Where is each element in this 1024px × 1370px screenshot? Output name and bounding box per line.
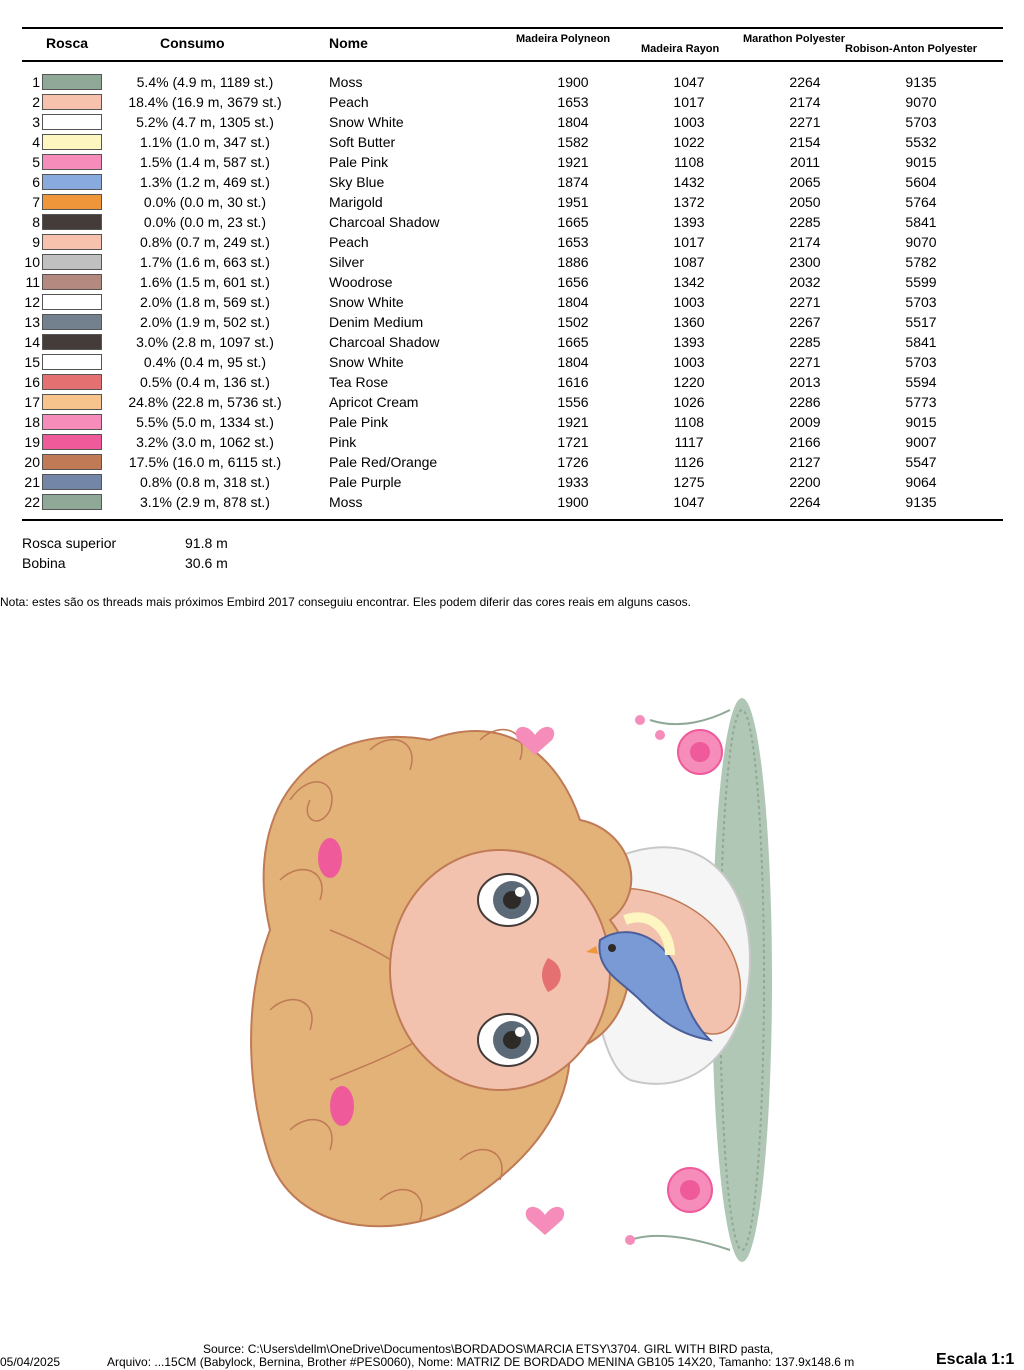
color-swatch <box>42 234 102 250</box>
header-bottom-rule <box>22 60 1003 62</box>
robison-anton-code: 9064 <box>905 474 937 490</box>
consumption: 5.2% (4.7 m, 1305 st.) <box>136 114 274 130</box>
madeira-rayon-code: 1003 <box>673 114 705 130</box>
color-swatch <box>42 394 102 410</box>
table-row <box>0 232 1024 252</box>
thread-number: 6 <box>32 174 40 190</box>
madeira-rayon-code: 1108 <box>673 414 705 430</box>
robison-anton-code: 5703 <box>905 354 937 370</box>
bottom-rose <box>625 1168 730 1250</box>
thread-number: 4 <box>32 134 40 150</box>
consumption: 3.2% (3.0 m, 1062 st.) <box>136 434 274 450</box>
thread-name: Pale Purple <box>329 474 402 490</box>
marathon-polyester-code: 2013 <box>789 374 821 390</box>
madeira-polyneon-code: 1951 <box>557 194 589 210</box>
thread-name: Moss <box>329 494 363 510</box>
madeira-polyneon-code: 1921 <box>557 414 589 430</box>
madeira-rayon-code: 1017 <box>673 234 705 250</box>
madeira-rayon-code: 1275 <box>673 474 705 490</box>
table-row <box>0 352 1024 372</box>
robison-anton-code: 5604 <box>905 174 937 190</box>
madeira-rayon-code: 1047 <box>673 494 705 510</box>
madeira-polyneon-code: 1582 <box>557 134 589 150</box>
table-row <box>0 292 1024 312</box>
madeira-rayon-code: 1393 <box>673 334 705 350</box>
marathon-polyester-code: 2174 <box>789 234 821 250</box>
thread-number: 18 <box>24 414 40 430</box>
table-row <box>0 172 1024 192</box>
table-row <box>0 272 1024 292</box>
header-madeira-rayon: Madeira Rayon <box>641 43 720 55</box>
table-row <box>0 372 1024 392</box>
thread-number: 16 <box>24 374 40 390</box>
madeira-rayon-code: 1393 <box>673 214 705 230</box>
table-row <box>0 152 1024 172</box>
color-swatch <box>42 334 102 350</box>
consumption: 0.0% (0.0 m, 23 st.) <box>143 214 267 230</box>
robison-anton-code: 5773 <box>905 394 937 410</box>
thread-number: 2 <box>32 94 40 110</box>
heart-bottom <box>526 1207 565 1235</box>
madeira-rayon-code: 1342 <box>673 274 705 290</box>
madeira-polyneon-code: 1874 <box>557 174 589 190</box>
table-row <box>0 452 1024 472</box>
consumption: 0.8% (0.7 m, 249 st.) <box>140 234 270 250</box>
thread-name: Charcoal Shadow <box>329 214 440 230</box>
madeira-polyneon-code: 1653 <box>557 234 589 250</box>
consumption: 0.0% (0.0 m, 30 st.) <box>143 194 267 210</box>
color-swatch <box>42 254 102 270</box>
madeira-polyneon-code: 1886 <box>557 254 589 270</box>
madeira-polyneon-code: 1556 <box>557 394 589 410</box>
consumption: 18.4% (16.9 m, 3679 st.) <box>128 94 282 110</box>
color-swatch <box>42 154 102 170</box>
color-swatch <box>42 74 102 90</box>
color-swatch <box>42 134 102 150</box>
header-marathon-polyester: Marathon Polyester <box>743 33 846 45</box>
table-row <box>0 312 1024 332</box>
marathon-polyester-code: 2166 <box>789 434 821 450</box>
print-date: 05/04/2025 <box>0 1355 61 1369</box>
robison-anton-code: 5517 <box>905 314 937 330</box>
thread-number: 12 <box>24 294 40 310</box>
marathon-polyester-code: 2264 <box>789 74 821 90</box>
top-thread-label: Rosca superior <box>22 535 117 551</box>
thread-name: Peach <box>329 234 369 250</box>
marathon-polyester-code: 2271 <box>789 354 821 370</box>
thread-number: 1 <box>32 74 40 90</box>
thread-name: Snow White <box>329 294 404 310</box>
madeira-rayon-code: 1220 <box>673 374 705 390</box>
marathon-polyester-code: 2011 <box>789 154 821 170</box>
color-swatch <box>42 274 102 290</box>
thread-name: Silver <box>329 254 365 270</box>
table-row <box>0 72 1024 92</box>
thread-number: 20 <box>24 454 40 470</box>
madeira-polyneon-code: 1921 <box>557 154 589 170</box>
madeira-polyneon-code: 1804 <box>557 294 589 310</box>
robison-anton-code: 5841 <box>905 334 937 350</box>
thread-name: Denim Medium <box>329 314 424 330</box>
color-swatch <box>42 114 102 130</box>
madeira-polyneon-code: 1665 <box>557 214 589 230</box>
thread-number: 14 <box>24 334 40 350</box>
thread-number: 7 <box>32 194 40 210</box>
thread-number: 3 <box>32 114 40 130</box>
thread-number: 5 <box>32 154 40 170</box>
color-swatch <box>42 294 102 310</box>
consumption: 2.0% (1.8 m, 569 st.) <box>140 294 270 310</box>
left-hair-tie <box>318 838 342 878</box>
thread-name: Woodrose <box>329 274 393 290</box>
thread-name: Apricot Cream <box>329 394 419 410</box>
thread-number: 15 <box>24 354 40 370</box>
marathon-polyester-code: 2271 <box>789 294 821 310</box>
marathon-polyester-code: 2267 <box>789 314 821 330</box>
thread-number: 22 <box>24 494 40 510</box>
disclaimer-note: Nota: estes são os threads mais próximos Embird 2017 conseguiu encontrar. Eles podem diferir das cores reais em alguns casos. <box>0 595 692 609</box>
madeira-rayon-code: 1372 <box>673 194 705 210</box>
thread-name: Snow White <box>329 114 404 130</box>
thread-name: Charcoal Shadow <box>329 334 440 350</box>
color-swatch <box>42 174 102 190</box>
file-info: Arquivo: ...15CM (Babylock, Bernina, Brother #PES0060), Nome: MATRIZ DE BORDADO MENINA GB105 14X20, Tamanho: 137.9x148.6 m <box>107 1355 855 1369</box>
thread-name: Snow White <box>329 354 404 370</box>
header-madeira-polyneon: Madeira Polyneon <box>516 33 611 45</box>
source-path: Source: C:\Users\dellm\OneDrive\Documentos\BORDADOS\MARCIA ETSY\3704. GIRL WITH BIRD pasta, <box>203 1342 774 1356</box>
header-robison-anton-polyester: Robison-Anton Polyester <box>845 43 978 55</box>
madeira-rayon-code: 1003 <box>673 294 705 310</box>
table-row <box>0 212 1024 232</box>
thread-number: 13 <box>24 314 40 330</box>
madeira-rayon-code: 1360 <box>673 314 705 330</box>
color-swatch <box>42 214 102 230</box>
table-top-rule <box>22 27 1003 29</box>
color-swatch <box>42 494 102 510</box>
table-row <box>0 132 1024 152</box>
consumption: 0.4% (0.4 m, 95 st.) <box>143 354 267 370</box>
madeira-rayon-code: 1026 <box>673 394 705 410</box>
robison-anton-code: 5547 <box>905 454 937 470</box>
thread-number: 17 <box>24 394 40 410</box>
table-row <box>0 492 1024 512</box>
madeira-polyneon-code: 1900 <box>557 74 589 90</box>
color-swatch <box>42 194 102 210</box>
thread-number: 10 <box>24 254 40 270</box>
color-swatch <box>42 314 102 330</box>
madeira-polyneon-code: 1653 <box>557 94 589 110</box>
bobbin-label: Bobina <box>22 555 66 571</box>
madeira-rayon-code: 1108 <box>673 154 705 170</box>
consumption: 0.5% (0.4 m, 136 st.) <box>140 374 270 390</box>
color-swatch <box>42 374 102 390</box>
thread-name: Soft Butter <box>329 134 396 150</box>
madeira-rayon-code: 1432 <box>673 174 705 190</box>
table-bottom-rule <box>22 519 1003 521</box>
robison-anton-code: 9070 <box>905 94 937 110</box>
thread-name: Pale Red/Orange <box>329 454 438 470</box>
thread-name: Sky Blue <box>329 174 385 190</box>
thread-number: 19 <box>24 434 40 450</box>
robison-anton-code: 9135 <box>905 494 937 510</box>
consumption: 1.1% (1.0 m, 347 st.) <box>140 134 270 150</box>
marathon-polyester-code: 2200 <box>789 474 821 490</box>
table-row <box>0 392 1024 412</box>
consumption: 5.4% (4.9 m, 1189 st.) <box>136 74 274 90</box>
madeira-polyneon-code: 1804 <box>557 114 589 130</box>
thread-name: Marigold <box>329 194 383 210</box>
thread-name: Pale Pink <box>329 154 389 170</box>
madeira-polyneon-code: 1726 <box>557 454 589 470</box>
consumption: 17.5% (16.0 m, 6115 st.) <box>128 454 282 470</box>
marathon-polyester-code: 2300 <box>789 254 821 270</box>
consumption: 3.0% (2.8 m, 1097 st.) <box>136 334 274 350</box>
table-row <box>0 412 1024 432</box>
right-hair-tie <box>330 1086 354 1126</box>
color-swatch <box>42 434 102 450</box>
consumption: 24.8% (22.8 m, 5736 st.) <box>128 394 282 410</box>
madeira-polyneon-code: 1502 <box>557 314 589 330</box>
color-swatch <box>42 474 102 490</box>
marathon-polyester-code: 2264 <box>789 494 821 510</box>
marathon-polyester-code: 2285 <box>789 214 821 230</box>
robison-anton-code: 5703 <box>905 294 937 310</box>
marathon-polyester-code: 2154 <box>789 134 821 150</box>
table-row <box>0 112 1024 132</box>
left-eye <box>478 874 538 926</box>
robison-anton-code: 5594 <box>905 374 937 390</box>
madeira-polyneon-code: 1900 <box>557 494 589 510</box>
marathon-polyester-code: 2286 <box>789 394 821 410</box>
robison-anton-code: 5532 <box>905 134 937 150</box>
consumption: 1.5% (1.4 m, 587 st.) <box>140 154 270 170</box>
marathon-polyester-code: 2065 <box>789 174 821 190</box>
robison-anton-code: 5764 <box>905 194 937 210</box>
marathon-polyester-code: 2032 <box>789 274 821 290</box>
marathon-polyester-code: 2174 <box>789 94 821 110</box>
robison-anton-code: 9015 <box>905 414 937 430</box>
thread-name: Moss <box>329 74 363 90</box>
madeira-rayon-code: 1117 <box>674 434 704 450</box>
madeira-polyneon-code: 1804 <box>557 354 589 370</box>
embroidery-design-image <box>230 680 790 1280</box>
robison-anton-code: 5841 <box>905 214 937 230</box>
thread-name: Tea Rose <box>329 374 389 390</box>
thread-name: Peach <box>329 94 369 110</box>
header-consumo: Consumo <box>160 35 225 51</box>
robison-anton-code: 9007 <box>905 434 937 450</box>
robison-anton-code: 5782 <box>905 254 937 270</box>
table-row <box>0 252 1024 272</box>
top-rose <box>635 710 730 774</box>
thread-name: Pink <box>329 434 357 450</box>
marathon-polyester-code: 2127 <box>789 454 821 470</box>
thread-number: 8 <box>32 214 40 230</box>
table-row <box>0 432 1024 452</box>
marathon-polyester-code: 2050 <box>789 194 821 210</box>
color-swatch <box>42 354 102 370</box>
madeira-polyneon-code: 1616 <box>557 374 589 390</box>
bobbin-value: 30.6 m <box>185 555 228 571</box>
madeira-polyneon-code: 1656 <box>557 274 589 290</box>
madeira-polyneon-code: 1721 <box>557 434 589 450</box>
table-row <box>0 332 1024 352</box>
thread-number: 9 <box>32 234 40 250</box>
madeira-rayon-code: 1022 <box>673 134 705 150</box>
consumption: 5.5% (5.0 m, 1334 st.) <box>136 414 274 430</box>
robison-anton-code: 9015 <box>905 154 937 170</box>
madeira-polyneon-code: 1933 <box>557 474 589 490</box>
madeira-rayon-code: 1003 <box>673 354 705 370</box>
robison-anton-code: 5599 <box>905 274 937 290</box>
top-thread-value: 91.8 m <box>185 535 228 551</box>
scale-label: Escala 1:1 <box>936 1351 1015 1368</box>
table-row <box>0 192 1024 212</box>
madeira-rayon-code: 1087 <box>673 254 705 270</box>
thread-table <box>0 72 1024 512</box>
robison-anton-code: 9070 <box>905 234 937 250</box>
color-swatch <box>42 94 102 110</box>
marathon-polyester-code: 2009 <box>789 414 821 430</box>
consumption: 3.1% (2.9 m, 878 st.) <box>140 494 270 510</box>
consumption: 1.6% (1.5 m, 601 st.) <box>140 274 270 290</box>
header-rosca: Rosca <box>46 35 89 51</box>
robison-anton-code: 9135 <box>905 74 937 90</box>
marathon-polyester-code: 2285 <box>789 334 821 350</box>
thread-number: 11 <box>25 274 40 290</box>
color-swatch <box>42 454 102 470</box>
header-nome: Nome <box>329 35 368 51</box>
table-row <box>0 92 1024 112</box>
madeira-rayon-code: 1126 <box>673 454 705 470</box>
robison-anton-code: 5703 <box>905 114 937 130</box>
table-row <box>0 472 1024 492</box>
madeira-rayon-code: 1017 <box>673 94 705 110</box>
right-eye <box>478 1014 538 1066</box>
thread-name: Pale Pink <box>329 414 389 430</box>
consumption: 1.7% (1.6 m, 663 st.) <box>140 254 270 270</box>
marathon-polyester-code: 2271 <box>789 114 821 130</box>
color-swatch <box>42 414 102 430</box>
consumption: 2.0% (1.9 m, 502 st.) <box>140 314 270 330</box>
consumption: 1.3% (1.2 m, 469 st.) <box>140 174 270 190</box>
thread-number: 21 <box>24 474 40 490</box>
madeira-rayon-code: 1047 <box>673 74 705 90</box>
consumption: 0.8% (0.8 m, 318 st.) <box>140 474 270 490</box>
madeira-polyneon-code: 1665 <box>557 334 589 350</box>
